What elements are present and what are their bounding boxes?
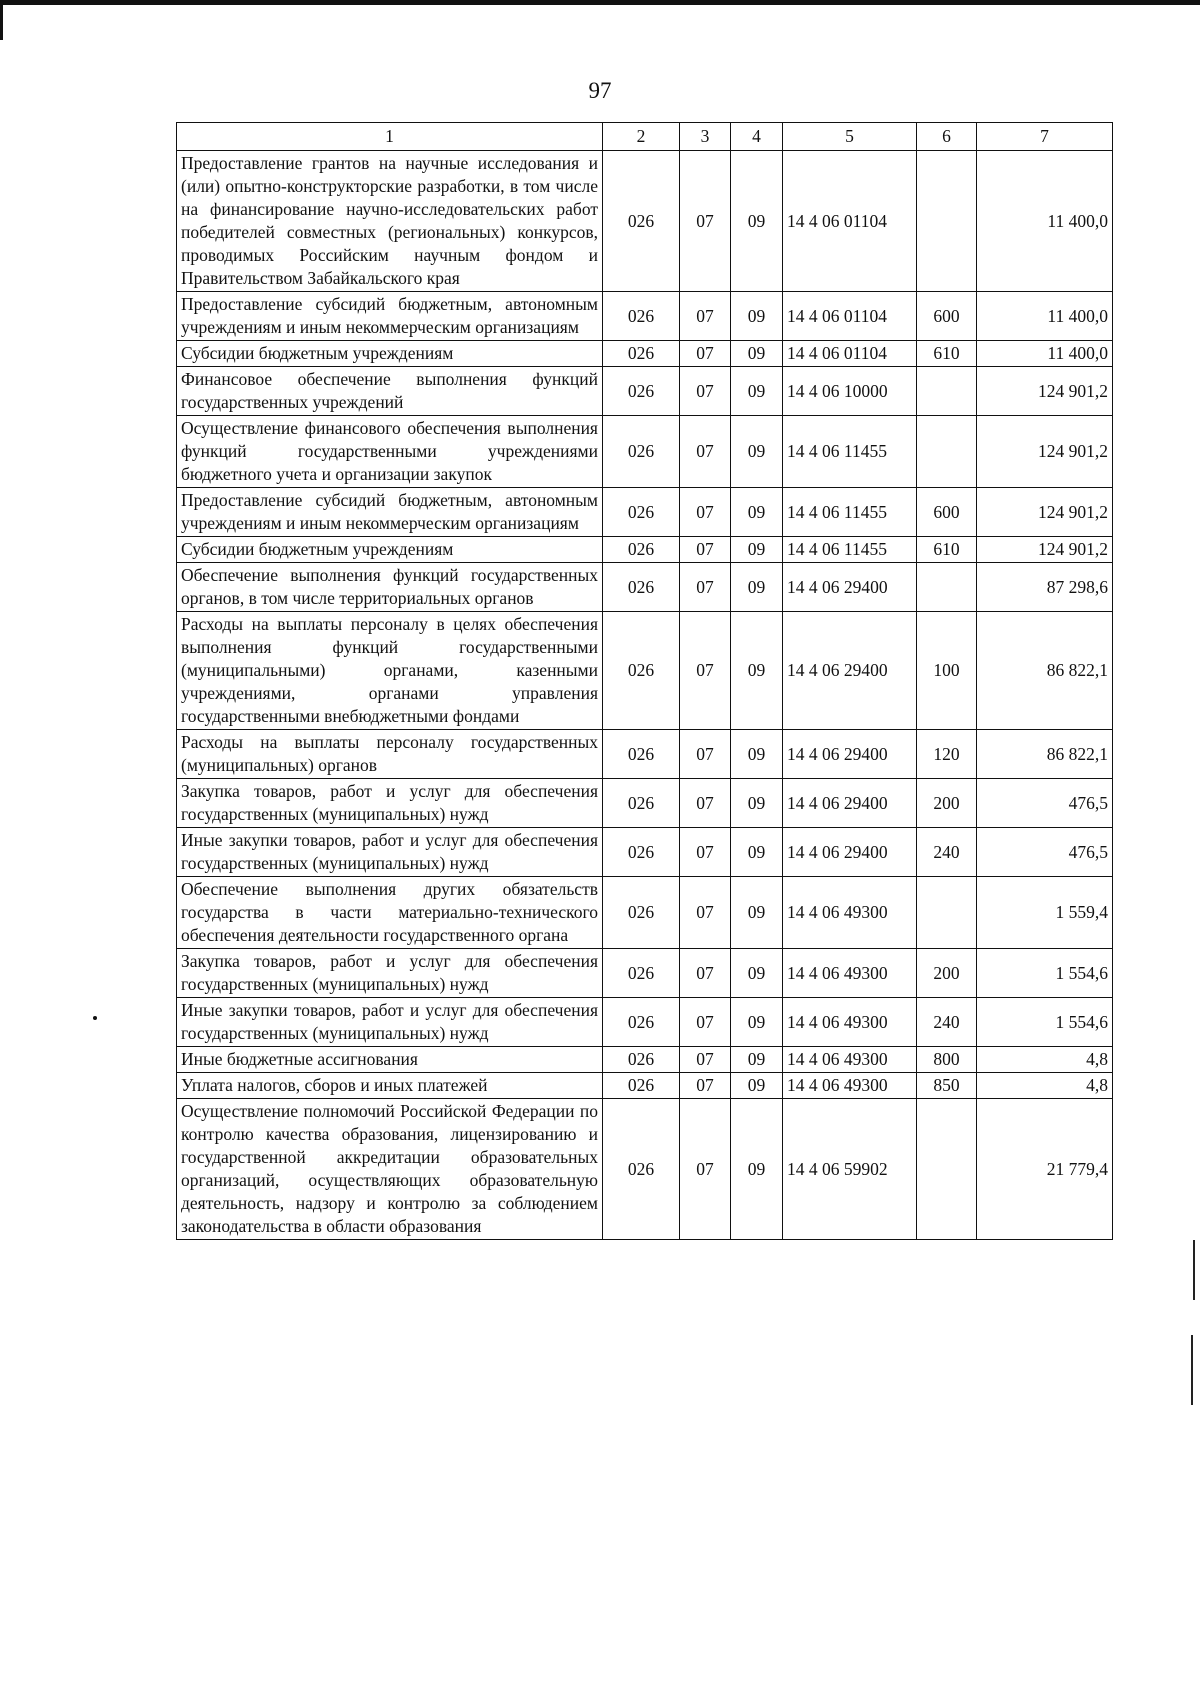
expense-name-cell: Предоставление субсидий бюджетным, автономным учреждениям и иным некоммерческим организациям	[177, 488, 603, 537]
expense-type-cell	[917, 563, 977, 612]
header-cell: 7	[977, 123, 1113, 151]
table-row	[177, 779, 1113, 828]
header-cell: 4	[731, 123, 783, 151]
target-article-cell: 14 4 06 01104	[783, 341, 917, 367]
expense-type-cell: 240	[917, 998, 977, 1047]
target-article-cell: 14 4 06 59902	[783, 1099, 917, 1240]
table-row	[177, 1099, 1113, 1240]
expense-type-cell: 200	[917, 779, 977, 828]
expense-name-cell: Осуществление финансового обеспечения выполнения функций государственными учреждениями бюджетного учета и организации закупок	[177, 416, 603, 488]
table-row	[177, 1073, 1113, 1099]
header-cell: 1	[177, 123, 603, 151]
expense-type-cell	[917, 416, 977, 488]
target-article-cell: 14 4 06 49300	[783, 877, 917, 949]
subsection-code-cell: 09	[731, 367, 783, 416]
subsection-code-cell: 09	[731, 877, 783, 949]
scan-edge-top	[0, 0, 1200, 5]
expense-name-cell: Осуществление полномочий Российской Федерации по контролю качества образования, лицензированию и государственной аккредитации образовательных организаций, осуществляющих образовательную деятельность, надзору и контролю за соблюдением законодательства в области образования	[177, 1099, 603, 1240]
header-cell: 3	[680, 123, 731, 151]
table-row	[177, 612, 1113, 730]
section-code-cell: 07	[680, 488, 731, 537]
table-row	[177, 341, 1113, 367]
expense-name-cell: Расходы на выплаты персоналу государственных (муниципальных) органов	[177, 730, 603, 779]
target-article-cell: 14 4 06 49300	[783, 949, 917, 998]
expense-name-cell: Уплата налогов, сборов и иных платежей	[177, 1073, 603, 1099]
expense-name-cell: Иные бюджетные ассигнования	[177, 1047, 603, 1073]
table-row	[177, 828, 1113, 877]
table-row	[177, 563, 1113, 612]
subsection-code-cell: 09	[731, 779, 783, 828]
expense-type-cell: 600	[917, 292, 977, 341]
table-row	[177, 292, 1113, 341]
section-code-cell: 07	[680, 998, 731, 1047]
table-row	[177, 1047, 1113, 1073]
amount-cell: 11 400,0	[977, 151, 1113, 292]
scan-edge-right-mark	[1193, 1240, 1195, 1300]
expense-name-cell: Обеспечение выполнения других обязательств государства в части материально-технического обеспечения деятельности государственного органа	[177, 877, 603, 949]
section-code-cell: 07	[680, 537, 731, 563]
target-article-cell: 14 4 06 49300	[783, 998, 917, 1047]
section-code-cell: 07	[680, 416, 731, 488]
amount-cell: 124 901,2	[977, 537, 1113, 563]
expense-type-cell: 100	[917, 612, 977, 730]
expense-type-cell: 610	[917, 341, 977, 367]
section-code-cell: 07	[680, 828, 731, 877]
table-row	[177, 998, 1113, 1047]
amount-cell: 1 559,4	[977, 877, 1113, 949]
expense-type-cell: 850	[917, 1073, 977, 1099]
section-code-cell: 07	[680, 367, 731, 416]
grbs-code-cell: 026	[603, 367, 680, 416]
target-article-cell: 14 4 06 29400	[783, 828, 917, 877]
table-header-row	[177, 123, 1113, 151]
expense-name-cell: Закупка товаров, работ и услуг для обеспечения государственных (муниципальных) нужд	[177, 949, 603, 998]
header-cell: 6	[917, 123, 977, 151]
expense-name-cell: Иные закупки товаров, работ и услуг для обеспечения государственных (муниципальных) нужд	[177, 828, 603, 877]
target-article-cell: 14 4 06 11455	[783, 488, 917, 537]
grbs-code-cell: 026	[603, 416, 680, 488]
page-number: 97	[588, 78, 612, 103]
subsection-code-cell: 09	[731, 1099, 783, 1240]
target-article-cell: 14 4 06 29400	[783, 612, 917, 730]
amount-cell: 124 901,2	[977, 416, 1113, 488]
table-row	[177, 877, 1113, 949]
section-code-cell: 07	[680, 1047, 731, 1073]
target-article-cell: 14 4 06 49300	[783, 1073, 917, 1099]
target-article-cell: 14 4 06 01104	[783, 292, 917, 341]
grbs-code-cell: 026	[603, 612, 680, 730]
grbs-code-cell: 026	[603, 1047, 680, 1073]
expense-type-cell	[917, 877, 977, 949]
expense-type-cell: 120	[917, 730, 977, 779]
section-code-cell: 07	[680, 341, 731, 367]
table-body	[177, 123, 1113, 1240]
section-code-cell: 07	[680, 1099, 731, 1240]
table-row	[177, 949, 1113, 998]
expense-name-cell: Финансовое обеспечение выполнения функций государственных учреждений	[177, 367, 603, 416]
grbs-code-cell: 026	[603, 1073, 680, 1099]
target-article-cell: 14 4 06 01104	[783, 151, 917, 292]
subsection-code-cell: 09	[731, 949, 783, 998]
section-code-cell: 07	[680, 151, 731, 292]
grbs-code-cell: 026	[603, 1099, 680, 1240]
grbs-code-cell: 026	[603, 341, 680, 367]
expense-name-cell: Субсидии бюджетным учреждениям	[177, 341, 603, 367]
subsection-code-cell: 09	[731, 612, 783, 730]
expense-name-cell: Обеспечение выполнения функций государственных органов, в том числе территориальных органов	[177, 563, 603, 612]
expense-name-cell: Иные закупки товаров, работ и услуг для обеспечения государственных (муниципальных) нужд	[177, 998, 603, 1047]
target-article-cell: 14 4 06 29400	[783, 730, 917, 779]
section-code-cell: 07	[680, 563, 731, 612]
scan-speck	[93, 1016, 97, 1020]
target-article-cell: 14 4 06 11455	[783, 416, 917, 488]
expense-name-cell: Расходы на выплаты персоналу в целях обеспечения выполнения функций государственными (муниципальными) органами, казенными учреждениями, органами управления государственными внебюджетными фондами	[177, 612, 603, 730]
expense-type-cell: 610	[917, 537, 977, 563]
subsection-code-cell: 09	[731, 1047, 783, 1073]
subsection-code-cell: 09	[731, 416, 783, 488]
expense-name-cell: Закупка товаров, работ и услуг для обеспечения государственных (муниципальных) нужд	[177, 779, 603, 828]
expense-type-cell: 240	[917, 828, 977, 877]
target-article-cell: 14 4 06 29400	[783, 779, 917, 828]
subsection-code-cell: 09	[731, 488, 783, 537]
amount-cell: 476,5	[977, 828, 1113, 877]
table-row	[177, 537, 1113, 563]
expense-type-cell	[917, 1099, 977, 1240]
amount-cell: 86 822,1	[977, 730, 1113, 779]
grbs-code-cell: 026	[603, 877, 680, 949]
section-code-cell: 07	[680, 779, 731, 828]
header-cell: 5	[783, 123, 917, 151]
section-code-cell: 07	[680, 730, 731, 779]
table-row	[177, 151, 1113, 292]
expense-name-cell: Предоставление грантов на научные исследования и (или) опытно-конструкторские разработки, в том числе на финансирование научно-исследовательских работ победителей совместных (региональных) конкурсов, проводимых Российским научным фондом и Правительством Забайкальского края	[177, 151, 603, 292]
subsection-code-cell: 09	[731, 341, 783, 367]
subsection-code-cell: 09	[731, 563, 783, 612]
header-cell: 2	[603, 123, 680, 151]
amount-cell: 87 298,6	[977, 563, 1113, 612]
grbs-code-cell: 026	[603, 151, 680, 292]
amount-cell: 4,8	[977, 1047, 1113, 1073]
amount-cell: 124 901,2	[977, 367, 1113, 416]
budget-table	[176, 122, 1113, 1240]
grbs-code-cell: 026	[603, 828, 680, 877]
amount-cell: 124 901,2	[977, 488, 1113, 537]
amount-cell: 476,5	[977, 779, 1113, 828]
grbs-code-cell: 026	[603, 537, 680, 563]
grbs-code-cell: 026	[603, 949, 680, 998]
amount-cell: 11 400,0	[977, 341, 1113, 367]
grbs-code-cell: 026	[603, 488, 680, 537]
target-article-cell: 14 4 06 49300	[783, 1047, 917, 1073]
expense-type-cell	[917, 151, 977, 292]
section-code-cell: 07	[680, 292, 731, 341]
target-article-cell: 14 4 06 29400	[783, 563, 917, 612]
amount-cell: 1 554,6	[977, 998, 1113, 1047]
subsection-code-cell: 09	[731, 998, 783, 1047]
scan-edge-left	[0, 0, 3, 40]
grbs-code-cell: 026	[603, 779, 680, 828]
amount-cell: 11 400,0	[977, 292, 1113, 341]
amount-cell: 86 822,1	[977, 612, 1113, 730]
grbs-code-cell: 026	[603, 730, 680, 779]
table-row	[177, 367, 1113, 416]
subsection-code-cell: 09	[731, 292, 783, 341]
section-code-cell: 07	[680, 1073, 731, 1099]
expense-name-cell: Субсидии бюджетным учреждениям	[177, 537, 603, 563]
expense-type-cell	[917, 367, 977, 416]
expense-name-cell: Предоставление субсидий бюджетным, автономным учреждениям и иным некоммерческим организациям	[177, 292, 603, 341]
table-row	[177, 730, 1113, 779]
table-row	[177, 416, 1113, 488]
target-article-cell: 14 4 06 10000	[783, 367, 917, 416]
grbs-code-cell: 026	[603, 998, 680, 1047]
amount-cell: 4,8	[977, 1073, 1113, 1099]
grbs-code-cell: 026	[603, 292, 680, 341]
grbs-code-cell: 026	[603, 563, 680, 612]
expense-type-cell: 600	[917, 488, 977, 537]
subsection-code-cell: 09	[731, 151, 783, 292]
expense-type-cell: 200	[917, 949, 977, 998]
section-code-cell: 07	[680, 877, 731, 949]
section-code-cell: 07	[680, 612, 731, 730]
subsection-code-cell: 09	[731, 537, 783, 563]
subsection-code-cell: 09	[731, 828, 783, 877]
table-row	[177, 488, 1113, 537]
target-article-cell: 14 4 06 11455	[783, 537, 917, 563]
section-code-cell: 07	[680, 949, 731, 998]
amount-cell: 21 779,4	[977, 1099, 1113, 1240]
subsection-code-cell: 09	[731, 730, 783, 779]
amount-cell: 1 554,6	[977, 949, 1113, 998]
expense-type-cell: 800	[917, 1047, 977, 1073]
scan-edge-right-mark	[1191, 1335, 1193, 1405]
subsection-code-cell: 09	[731, 1073, 783, 1099]
